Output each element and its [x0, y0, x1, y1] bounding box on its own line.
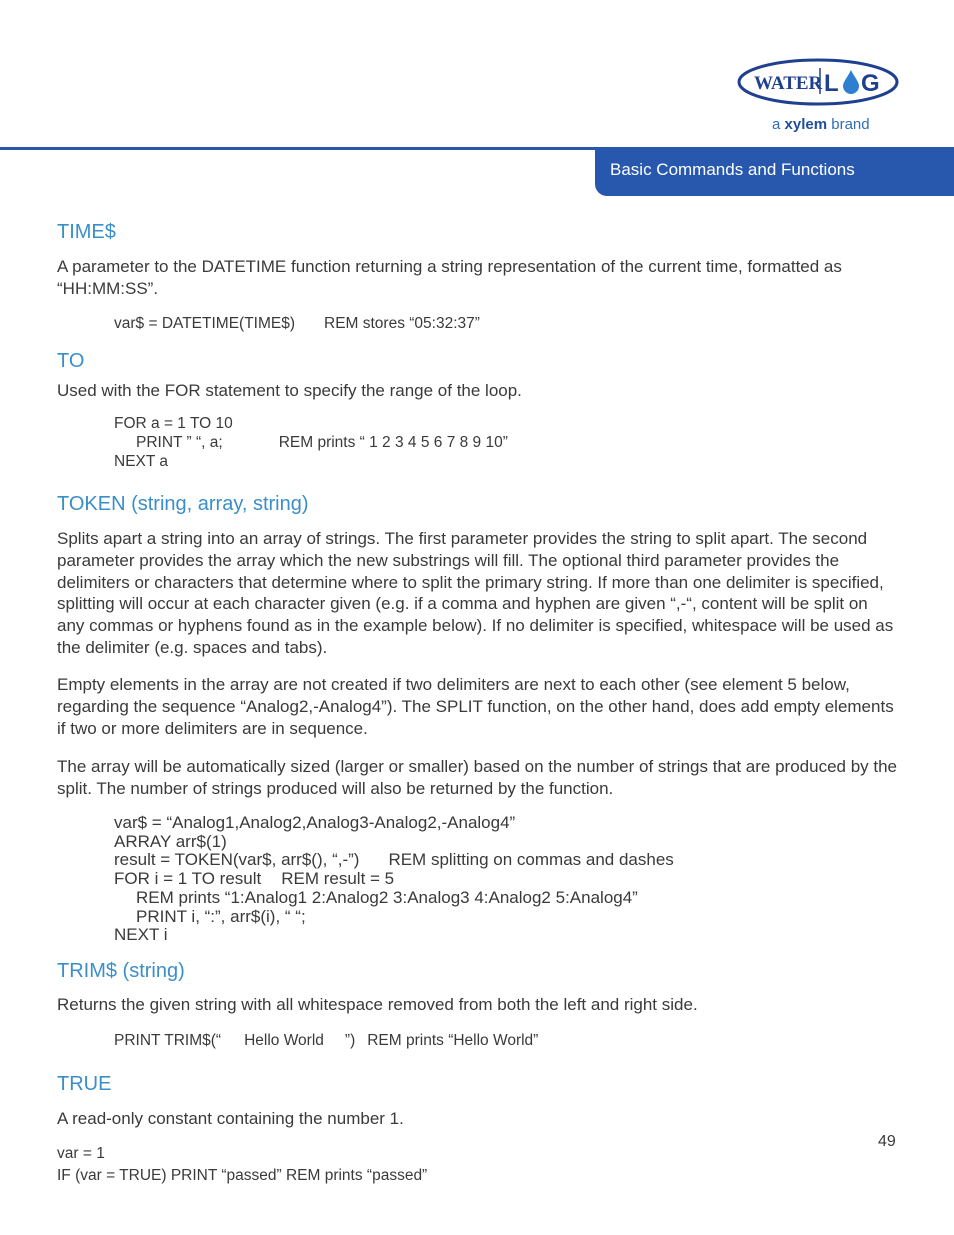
brand-name: xylem [784, 116, 828, 133]
code-line [114, 433, 508, 452]
true-description: A read-only constant containing the number 1. [57, 1109, 404, 1128]
trim-code-block [114, 1031, 538, 1050]
time-code-block [114, 314, 480, 333]
code-line: var$ = “Analog1,Analog2,Analog3-Analog2,-Analog4” [114, 813, 516, 832]
code-line [114, 851, 674, 870]
code-line: FOR a = 1 TO 10 [114, 415, 233, 432]
waterlog-logo [736, 56, 900, 108]
code-statement-end: ”) [344, 1032, 356, 1049]
token-code-block [114, 814, 674, 945]
time-description: A parameter to the DATETIME function returning a string representation of the current time, formatted as “HH:MM:SS”. [57, 257, 842, 298]
page-number: 49 [878, 1133, 896, 1150]
trim-description: Returns the given string with all whitespace removed from both the left and right side. [57, 995, 698, 1014]
token-paragraph-2: Empty elements in the array are not created if two delimiters are next to each other (see element 5 below, regarding the sequence “Analog2,-Analog4”). The SPLIT function, on the other hand, does add empty elements if two or more delimiters are in sequence. [57, 675, 894, 738]
to-heading: TO [57, 350, 85, 372]
code-line: NEXT a [114, 453, 168, 470]
logo-g-letter: G [861, 70, 880, 97]
code-comment: REM prints “Hello World” [367, 1032, 539, 1049]
true-code-block [57, 1143, 427, 1186]
to-code-block [114, 414, 508, 471]
water-drop-icon [843, 70, 859, 94]
code-statement: FOR i = 1 TO result [114, 869, 262, 889]
logo-l-letter: L [824, 70, 839, 97]
token-paragraph-3: The array will be automatically sized (larger or smaller) based on the number of strings that are produced by the split. The number of strings produced will also be returned by the function. [57, 757, 898, 798]
code-comment: REM result = 5 [281, 869, 395, 889]
logo-water-text: WATER [754, 73, 823, 94]
code-line: NEXT i [114, 925, 168, 945]
brand-tagline [772, 116, 870, 133]
code-line: ARRAY arr$(1) [114, 831, 227, 851]
brand-prefix: a [772, 116, 781, 133]
to-description: Used with the FOR statement to specify the range of the loop. [57, 381, 522, 400]
code-line [114, 870, 674, 889]
time-code-comment: REM stores “05:32:37” [324, 315, 480, 332]
true-heading: TRUE [57, 1073, 112, 1095]
time-code-statement: var$ = DATETIME(TIME$) [114, 315, 295, 332]
time-heading: TIME$ [57, 221, 116, 243]
section-tab: Basic Commands and Functions [595, 147, 954, 196]
code-line: PRINT i, “:”, arr$(i), “ “; [136, 906, 306, 926]
trim-heading: TRIM$ (string) [57, 960, 185, 982]
code-line: IF (var = TRUE) PRINT “passed” REM prints “passed” [57, 1166, 428, 1184]
token-paragraph-1: Splits apart a string into an array of strings. The first parameter provides the string to split apart. The second parameter provides the array which the new substrings will fill. The optional third parameter provides the delimiters or characters that determine where to split the primary string. If more than one delimiter is specified, splitting will occur at each character given (e.g. if a comma and hyphen are given “,-“, content will be split on any commas or hyphens found as in the example below). If no delimiter is specified, whitespace will be used as the delimiter (e.g. spaces and tabs). [57, 529, 894, 657]
code-line: var = 1 [57, 1145, 105, 1162]
code-statement: PRINT ” “, a; [136, 434, 223, 451]
code-comment: REM splitting on commas and dashes [388, 850, 674, 870]
brand-suffix: brand [831, 116, 870, 133]
token-heading: TOKEN (string, array, string) [57, 493, 309, 515]
code-statement: result = TOKEN(var$, arr$(), “,-”) [114, 850, 360, 870]
code-comment: REM prints “ 1 2 3 4 5 6 7 8 9 10” [278, 434, 508, 451]
code-line: REM prints “1:Analog1 2:Analog2 3:Analog3 4:Analog2 5:Analog4” [136, 887, 638, 907]
code-string: Hello World [244, 1032, 324, 1049]
code-statement: PRINT TRIM$(“ [114, 1032, 222, 1049]
